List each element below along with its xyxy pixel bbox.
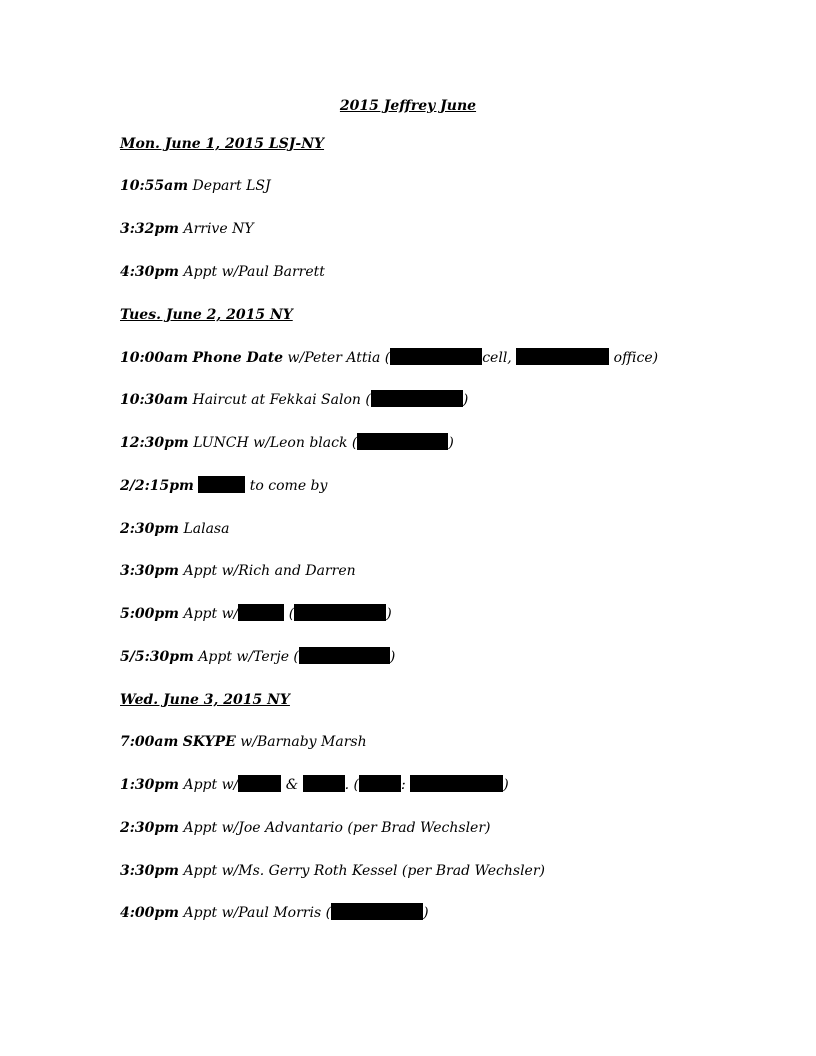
redaction-box	[331, 903, 423, 920]
redaction-box	[371, 390, 463, 407]
entry-text: to come by	[249, 478, 328, 494]
entry-text: Appt w/Terje (	[198, 649, 299, 665]
entry-text: )	[389, 649, 396, 665]
redaction-box	[359, 775, 401, 792]
schedule-entry	[120, 433, 454, 453]
entry-text: LUNCH w/Leon black (	[193, 435, 358, 451]
schedule-entry	[120, 732, 367, 752]
schedule-entry	[120, 262, 325, 282]
entry-time: 3:32pm	[120, 221, 179, 237]
entry-text: Depart LSJ	[192, 178, 271, 194]
entry-text: :	[401, 777, 411, 793]
entry-text: Arrive NY	[183, 221, 254, 237]
schedule-entry	[120, 348, 658, 368]
entry-time: 10:30am	[120, 392, 189, 408]
redaction-box	[303, 775, 345, 792]
entry-text: Appt w/	[183, 777, 239, 793]
redaction-box	[238, 604, 284, 621]
entry-time: 3:30pm	[120, 863, 179, 879]
entry-text: Haircut at Fekkai Salon (	[192, 392, 371, 408]
schedule-entry	[120, 176, 271, 196]
entry-text: Appt w/Rich and Darren	[183, 563, 356, 579]
schedule-entry	[120, 604, 392, 624]
entry-text: )	[462, 392, 469, 408]
schedule-entry	[120, 647, 395, 667]
redaction-box	[294, 604, 386, 621]
entry-time: 2:30pm	[120, 521, 179, 537]
entry-text: &	[281, 777, 303, 793]
entry-text: Appt w/Paul Morris (	[183, 905, 332, 921]
entry-time: 12:30pm	[120, 435, 189, 451]
schedule-entry	[120, 861, 545, 881]
day-heading-wednesday: Wed. June 3, 2015 NY	[120, 692, 290, 708]
redaction-box	[410, 775, 503, 792]
schedule-entry	[120, 561, 356, 581]
entry-text: Appt w/Paul Barrett	[183, 264, 325, 280]
entry-text: Appt w/	[183, 606, 239, 622]
entry-time: 2:30pm	[120, 820, 179, 836]
entry-text: . (	[344, 777, 360, 793]
schedule-entry	[120, 476, 327, 496]
entry-time: 5/5:30pm	[120, 649, 194, 665]
entry-time: 4:00pm	[120, 905, 179, 921]
entry-text: w/Barnaby Marsh	[240, 734, 367, 750]
entry-event-type: SKYPE	[182, 734, 236, 750]
schedule-entry	[120, 219, 254, 239]
entry-text: cell,	[482, 350, 517, 366]
redaction-box	[238, 775, 281, 792]
schedule-entry	[120, 775, 509, 795]
entry-text: w/Peter Attia (	[287, 350, 391, 366]
entry-text: (	[284, 606, 295, 622]
redaction-box	[390, 348, 482, 365]
entry-event-type: Phone Date	[192, 350, 284, 366]
redaction-box	[516, 348, 609, 365]
page-title: 2015 Jeffrey June	[339, 98, 477, 114]
schedule-entry	[120, 903, 429, 923]
entry-text: Lalasa	[183, 521, 230, 537]
entry-time: 5:00pm	[120, 606, 179, 622]
entry-text: office)	[609, 350, 659, 366]
redaction-box	[299, 647, 390, 664]
schedule-entry	[120, 519, 229, 539]
entry-text: Appt w/Ms. Gerry Roth Kessel (per Brad Wechsler)	[183, 863, 545, 879]
day-heading-tuesday: Tues. June 2, 2015 NY	[120, 307, 293, 323]
entry-time: 1:30pm	[120, 777, 179, 793]
entry-text: )	[423, 905, 429, 921]
redaction-box	[198, 476, 245, 493]
schedule-entry	[120, 818, 491, 838]
entry-time: 3:30pm	[120, 563, 179, 579]
schedule-entry	[120, 390, 468, 410]
entry-time: 10:55am	[120, 178, 189, 194]
entry-text: )	[386, 606, 392, 622]
entry-text: )	[448, 435, 454, 451]
entry-time: 4:30pm	[120, 264, 179, 280]
entry-time: 10:00am	[120, 350, 189, 366]
redaction-box	[357, 433, 448, 450]
entry-text: Appt w/Joe Advantario (per Brad Wechsler)	[183, 820, 491, 836]
entry-text: )	[503, 777, 509, 793]
entry-time: 7:00am	[120, 734, 179, 750]
entry-time: 2/2:15pm	[120, 478, 194, 494]
day-heading-monday: Mon. June 1, 2015 LSJ-NY	[120, 136, 325, 152]
